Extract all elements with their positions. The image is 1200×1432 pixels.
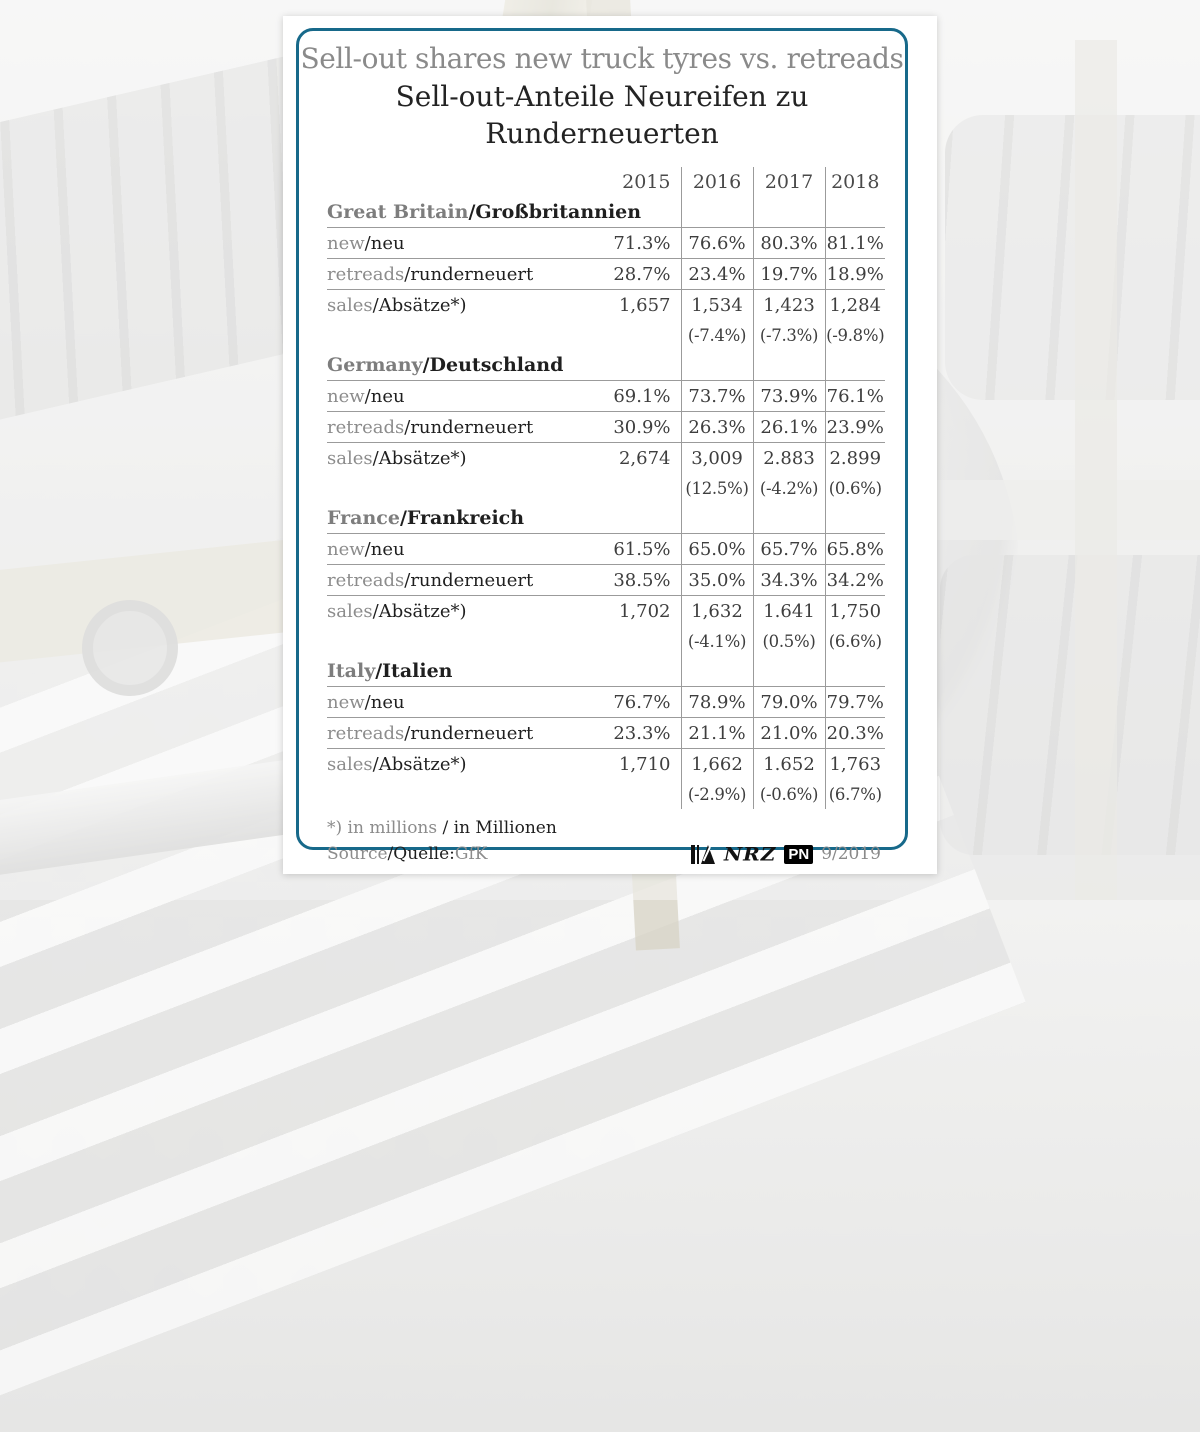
row-new bbox=[327, 534, 885, 565]
value-cell: 23.9% bbox=[825, 412, 885, 443]
country-header-row-france bbox=[327, 503, 885, 534]
row-label-de: /runderneuert bbox=[404, 569, 534, 591]
value-cell: 79.7% bbox=[825, 687, 885, 718]
row-label-en: new bbox=[327, 385, 365, 407]
source-value: GfK bbox=[454, 844, 488, 864]
row-label-de: /runderneuert bbox=[404, 416, 534, 438]
value-cell: 26.3% bbox=[681, 412, 753, 443]
row-sales bbox=[327, 290, 885, 321]
cell-empty bbox=[753, 197, 825, 228]
value-cell: 1,632 bbox=[681, 596, 753, 627]
value-cell: 81.1% bbox=[825, 228, 885, 259]
row-label-cell bbox=[327, 749, 589, 780]
row-sales bbox=[327, 749, 885, 780]
row-label-cell bbox=[327, 687, 589, 718]
title-german bbox=[299, 78, 905, 152]
cell-empty bbox=[327, 779, 681, 809]
country-name-cell bbox=[327, 350, 681, 381]
change-cell: (-7.4%) bbox=[681, 320, 753, 350]
cell-empty bbox=[825, 350, 885, 381]
value-cell: 1,423 bbox=[753, 290, 825, 321]
publisher-brands bbox=[691, 842, 881, 866]
country-name-cell bbox=[327, 197, 681, 228]
row-new bbox=[327, 228, 885, 259]
value-cell: 79.0% bbox=[753, 687, 825, 718]
footnote bbox=[327, 818, 905, 838]
row-label-de: /neu bbox=[364, 691, 405, 713]
change-cell: (-7.3%) bbox=[753, 320, 825, 350]
value-cell: 2.883 bbox=[753, 443, 825, 474]
change-cell: (0.5%) bbox=[753, 626, 825, 656]
footnote-de: / in Millionen bbox=[442, 818, 557, 838]
row-label-de: /Absätze*) bbox=[372, 753, 467, 775]
change-cell: (-2.9%) bbox=[681, 779, 753, 809]
row-label-cell bbox=[327, 228, 589, 259]
footnote-en: *) in millions bbox=[327, 818, 443, 838]
row-label-de: /runderneuert bbox=[404, 263, 534, 285]
row-sales bbox=[327, 443, 885, 474]
row-label-cell bbox=[327, 443, 589, 474]
country-name-en: France bbox=[327, 507, 400, 529]
cell-empty bbox=[825, 656, 885, 687]
cell-empty bbox=[327, 167, 589, 197]
row-label-cell bbox=[327, 381, 589, 412]
year-header-row bbox=[327, 167, 885, 197]
row-change bbox=[327, 779, 885, 809]
cell-empty bbox=[753, 350, 825, 381]
infographic-card bbox=[283, 16, 937, 874]
change-cell: (-9.8%) bbox=[825, 320, 885, 350]
row-retreads bbox=[327, 412, 885, 443]
value-cell: 1.641 bbox=[753, 596, 825, 627]
publisher-mark-icon bbox=[691, 845, 716, 864]
cell-empty bbox=[825, 197, 885, 228]
data-table bbox=[327, 167, 885, 809]
pn-logo: PN bbox=[784, 845, 813, 864]
nrz-logo: NRZ bbox=[723, 842, 777, 866]
value-cell: 1,534 bbox=[681, 290, 753, 321]
value-cell: 26.1% bbox=[753, 412, 825, 443]
row-label-en: new bbox=[327, 691, 365, 713]
row-label-en: retreads bbox=[327, 569, 405, 591]
country-name-cell bbox=[327, 503, 681, 534]
row-label-cell bbox=[327, 534, 589, 565]
row-label-en: sales bbox=[327, 447, 373, 469]
value-cell: 1,662 bbox=[681, 749, 753, 780]
change-cell: (-4.2%) bbox=[753, 473, 825, 503]
row-retreads bbox=[327, 565, 885, 596]
country-name-cell bbox=[327, 656, 681, 687]
value-cell: 19.7% bbox=[753, 259, 825, 290]
country-name-de: /Italien bbox=[375, 660, 453, 682]
value-cell: 78.9% bbox=[681, 687, 753, 718]
year-2016: 2016 bbox=[681, 167, 753, 197]
value-cell: 73.7% bbox=[681, 381, 753, 412]
value-cell: 73.9% bbox=[753, 381, 825, 412]
value-cell: 1,284 bbox=[825, 290, 885, 321]
cell-empty bbox=[753, 503, 825, 534]
source-row bbox=[327, 842, 881, 866]
value-cell: 71.3% bbox=[589, 228, 681, 259]
title-english: Sell-out shares new truck tyres vs. retreads bbox=[300, 42, 904, 75]
value-cell: 69.1% bbox=[589, 381, 681, 412]
row-label-de: /neu bbox=[364, 232, 405, 254]
change-cell: (-4.1%) bbox=[681, 626, 753, 656]
value-cell: 76.6% bbox=[681, 228, 753, 259]
row-label-en: sales bbox=[327, 753, 373, 775]
value-cell: 18.9% bbox=[825, 259, 885, 290]
value-cell: 34.3% bbox=[753, 565, 825, 596]
value-cell: 3,009 bbox=[681, 443, 753, 474]
row-new bbox=[327, 687, 885, 718]
value-cell: 20.3% bbox=[825, 718, 885, 749]
row-label-cell bbox=[327, 290, 589, 321]
cell-empty bbox=[825, 503, 885, 534]
value-cell: 35.0% bbox=[681, 565, 753, 596]
country-name-de: /Frankreich bbox=[399, 507, 525, 529]
cell-empty bbox=[681, 503, 753, 534]
value-cell: 80.3% bbox=[753, 228, 825, 259]
value-cell: 1,750 bbox=[825, 596, 885, 627]
value-cell: 65.7% bbox=[753, 534, 825, 565]
row-label-cell bbox=[327, 718, 589, 749]
row-label-de: /Absätze*) bbox=[372, 600, 467, 622]
country-header-row-germany bbox=[327, 350, 885, 381]
row-label-cell bbox=[327, 259, 589, 290]
change-cell: (-0.6%) bbox=[753, 779, 825, 809]
source-label-de: /Quelle: bbox=[387, 844, 455, 864]
value-cell: 61.5% bbox=[589, 534, 681, 565]
value-cell: 38.5% bbox=[589, 565, 681, 596]
row-label-en: sales bbox=[327, 600, 373, 622]
row-label-de: /runderneuert bbox=[404, 722, 534, 744]
change-cell: (6.7%) bbox=[825, 779, 885, 809]
change-cell: (6.6%) bbox=[825, 626, 885, 656]
row-retreads bbox=[327, 718, 885, 749]
row-retreads bbox=[327, 259, 885, 290]
change-cell: (0.6%) bbox=[825, 473, 885, 503]
value-cell: 76.7% bbox=[589, 687, 681, 718]
row-sales bbox=[327, 596, 885, 627]
year-2017: 2017 bbox=[753, 167, 825, 197]
cell-empty bbox=[753, 656, 825, 687]
value-cell: 34.2% bbox=[825, 565, 885, 596]
change-cell: (12.5%) bbox=[681, 473, 753, 503]
title-german-line2: Runderneuerten bbox=[485, 117, 719, 150]
value-cell: 21.1% bbox=[681, 718, 753, 749]
country-name-en: Italy bbox=[327, 660, 376, 682]
row-label-en: sales bbox=[327, 294, 373, 316]
row-label-de: /neu bbox=[364, 538, 405, 560]
title-german-line1: Sell-out-Anteile Neureifen zu bbox=[395, 80, 809, 113]
row-label-en: new bbox=[327, 232, 365, 254]
value-cell: 65.0% bbox=[681, 534, 753, 565]
country-name-en: Great Britain bbox=[327, 201, 469, 223]
country-name-en: Germany bbox=[327, 354, 423, 376]
row-change bbox=[327, 320, 885, 350]
row-label-en: retreads bbox=[327, 416, 405, 438]
value-cell: 1.652 bbox=[753, 749, 825, 780]
row-label-cell bbox=[327, 412, 589, 443]
source-label-en: Source bbox=[327, 844, 388, 864]
cell-empty bbox=[681, 197, 753, 228]
row-label-en: retreads bbox=[327, 263, 405, 285]
row-label-cell bbox=[327, 565, 589, 596]
row-change bbox=[327, 473, 885, 503]
issue-number: 9/2019 bbox=[821, 844, 881, 864]
value-cell: 2.899 bbox=[825, 443, 885, 474]
value-cell: 30.9% bbox=[589, 412, 681, 443]
year-2018: 2018 bbox=[825, 167, 885, 197]
card-border-frame bbox=[296, 28, 908, 866]
value-cell: 76.1% bbox=[825, 381, 885, 412]
country-name-de: /Deutschland bbox=[422, 354, 564, 376]
value-cell: 1,710 bbox=[618, 753, 671, 775]
cell-empty bbox=[681, 350, 753, 381]
cell-empty bbox=[327, 320, 681, 350]
value-cell: 28.7% bbox=[589, 259, 681, 290]
country-name-de: /Großbritannien bbox=[468, 201, 642, 223]
country-header-row-great-britain bbox=[327, 197, 885, 228]
data-table-wrap bbox=[327, 167, 885, 809]
cell-empty bbox=[327, 626, 681, 656]
value-cell: 21.0% bbox=[753, 718, 825, 749]
cell-empty bbox=[327, 473, 681, 503]
row-change bbox=[327, 626, 885, 656]
row-new bbox=[327, 381, 885, 412]
row-label-de: /Absätze*) bbox=[372, 294, 467, 316]
year-2015: 2015 bbox=[622, 171, 671, 193]
country-header-row-italy bbox=[327, 656, 885, 687]
value-cell: 23.4% bbox=[681, 259, 753, 290]
row-label-en: new bbox=[327, 538, 365, 560]
value-cell: 1,657 bbox=[618, 294, 671, 316]
value-cell: 65.8% bbox=[825, 534, 885, 565]
value-cell: 1,763 bbox=[825, 749, 885, 780]
value-cell: 23.3% bbox=[589, 718, 681, 749]
row-label-cell bbox=[327, 596, 589, 627]
row-label-en: retreads bbox=[327, 722, 405, 744]
cell-empty bbox=[681, 656, 753, 687]
row-label-de: /neu bbox=[364, 385, 405, 407]
value-cell: 2,674 bbox=[618, 447, 671, 469]
row-label-de: /Absätze*) bbox=[372, 447, 467, 469]
value-cell: 1,702 bbox=[618, 600, 671, 622]
